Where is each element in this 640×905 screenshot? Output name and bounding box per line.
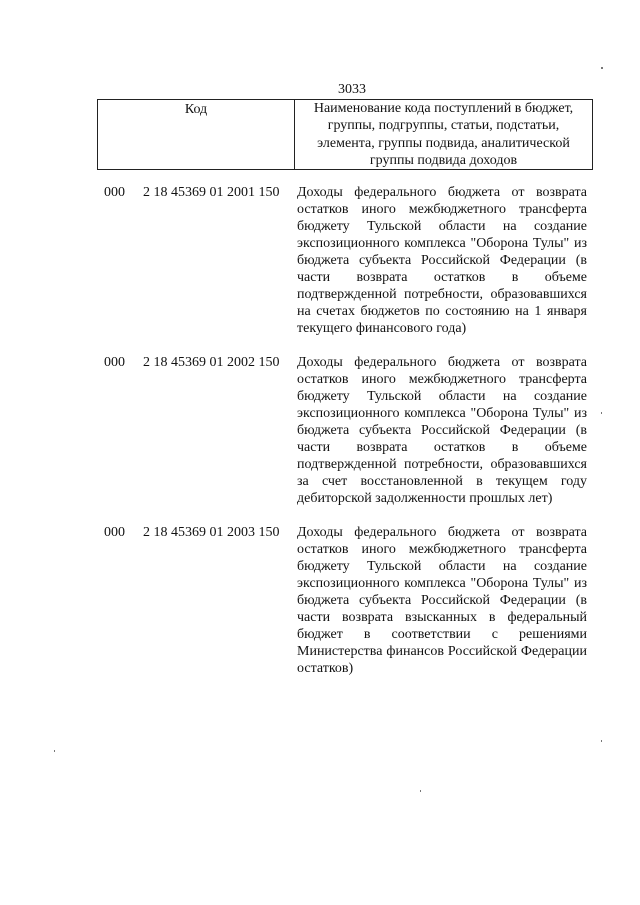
scan-speck [420, 790, 421, 792]
scan-speck [601, 412, 602, 414]
scan-speck [54, 750, 55, 752]
budget-code: 000 [104, 525, 125, 540]
revenue-description: Доходы федерального бюджета от возврата остатков иного межбюджетного трансферта бюджету Тульской области на создание экспозиционного комплекса "Оборона Тулы" из бюджета субъекта Российской Федерации (в части возврата взысканных в федеральный бюджет в соответствии с решениями Министерства финансов Российской Федерации остатков) [297, 525, 587, 676]
name-column-header: Наименование кода поступлений в бюджет, группы, подгруппы, статьи, подстатьи, элемента, группы подвида, аналитической группы подвида доходов [295, 100, 593, 170]
scan-speck [601, 67, 603, 69]
revenue-description: Доходы федерального бюджета от возврата остатков иного межбюджетного трансферта бюджету Тульской области на создание экспозиционного комплекса "Оборона Тулы" из бюджета субъекта Российской Федерации (в части возврата остатков в объеме подтвержденной потребности, образовавшихся за счет восстановленной в текущем году дебиторской задолженности прошлых лет) [297, 355, 587, 506]
budget-code: 000 [104, 185, 125, 200]
budget-code: 000 [104, 355, 125, 370]
revenue-code: 2 18 45369 01 2001 150 [143, 185, 280, 200]
scan-speck [601, 740, 602, 742]
revenue-description: Доходы федерального бюджета от возврата остатков иного межбюджетного трансферта бюджету Тульской области на создание экспозиционного комплекса "Оборона Тулы" из бюджета субъекта Российской Федерации (в части возврата остатков в объеме подтвержденной потребности, образовавшихся на счетах бюджетов по состоянию на 1 января текущего финансового года) [297, 185, 587, 336]
revenue-code: 2 18 45369 01 2002 150 [143, 355, 280, 370]
page-number: 3033 [338, 82, 366, 97]
header-table [97, 99, 593, 170]
header-row [98, 100, 593, 170]
revenue-code: 2 18 45369 01 2003 150 [143, 525, 280, 540]
code-column-header: Код [98, 100, 295, 170]
